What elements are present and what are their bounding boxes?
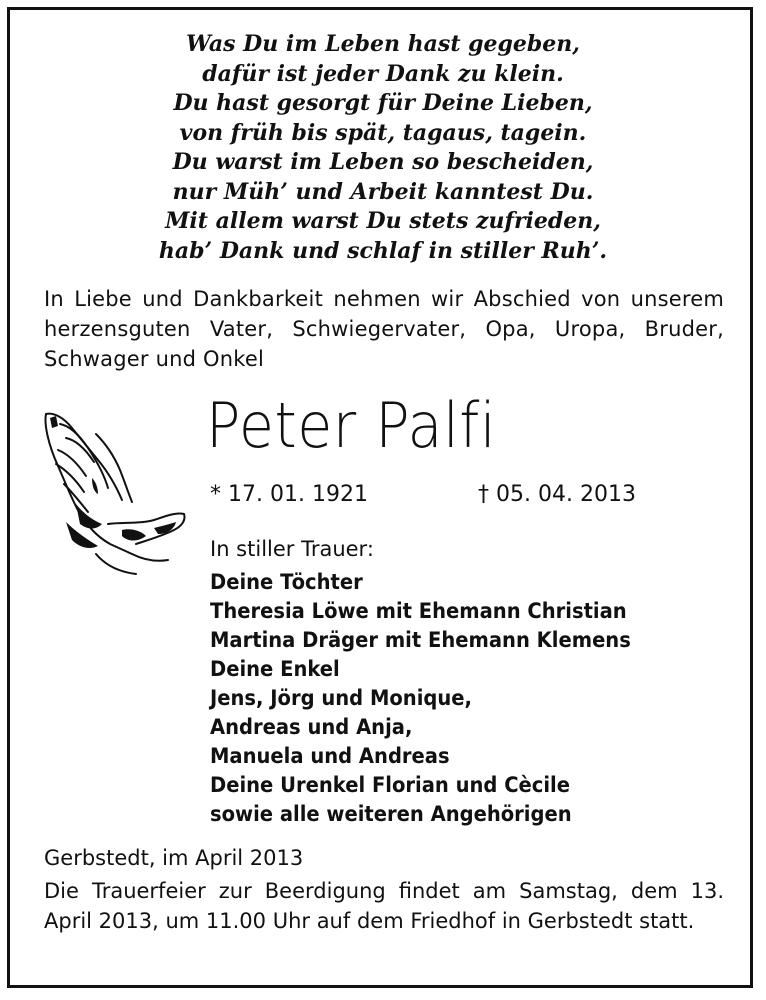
list-item: Andreas und Anja, [210, 715, 413, 739]
death-date: † 05. 04. 2013 [478, 482, 636, 507]
poem-line: nur Müh’ und Arbeit kanntest Du. [172, 178, 594, 205]
birth-date: * 17. 01. 1921 [210, 482, 368, 507]
poem-line: Du warst im Leben so bescheiden, [172, 149, 594, 175]
poem-line: Was Du im Leben hast gegeben, [186, 31, 580, 57]
poem-line: von früh bis spät, tagaus, tagein. [179, 119, 587, 146]
list-item: Deine Urenkel Florian und Cècile [210, 773, 570, 797]
list-item: sowie alle weiteren Angehörigen [210, 802, 572, 826]
list-item: Theresia Löwe mit Ehemann Christian [210, 599, 627, 623]
intro-text: In Liebe und Dankbarkeit nehmen wir Abschied von unserem herzensguten Vater, Schwiegervater, Opa, Uropa, Bruder, Schwager und Onkel [44, 287, 724, 371]
poem-line: Mit allem warst Du stets zufrieden, [165, 208, 601, 234]
mourners-list [210, 568, 663, 829]
list-item: Jens, Jörg und Monique, [210, 686, 472, 710]
list-item: Deine Enkel [210, 657, 340, 681]
service-info: Die Trauerfeier zur Beerdigung findet am Samstag, dem 13. April 2013, um 11.00 Uhr auf dem Friedhof in Gerbstedt statt. [44, 879, 724, 933]
poem-line: Du hast gesorgt für Deine Lieben, [173, 90, 593, 116]
poem-line: hab’ Dank und schlaf in stiller Ruh’. [158, 237, 608, 264]
poem-line: dafür ist jeder Dank zu klein. [202, 60, 564, 87]
deceased-name: Peter Palfi [206, 389, 497, 462]
praying-hands-icon [36, 404, 190, 582]
place-date: Gerbstedt, im April 2013 [44, 846, 304, 870]
list-item: Martina Dräger mit Ehemann Klemens [210, 628, 631, 652]
list-item: Manuela und Andreas [210, 744, 450, 768]
poem [0, 30, 766, 266]
mourning-label: In stiller Trauer: [210, 537, 374, 561]
list-item: Deine Töchter [210, 570, 363, 594]
